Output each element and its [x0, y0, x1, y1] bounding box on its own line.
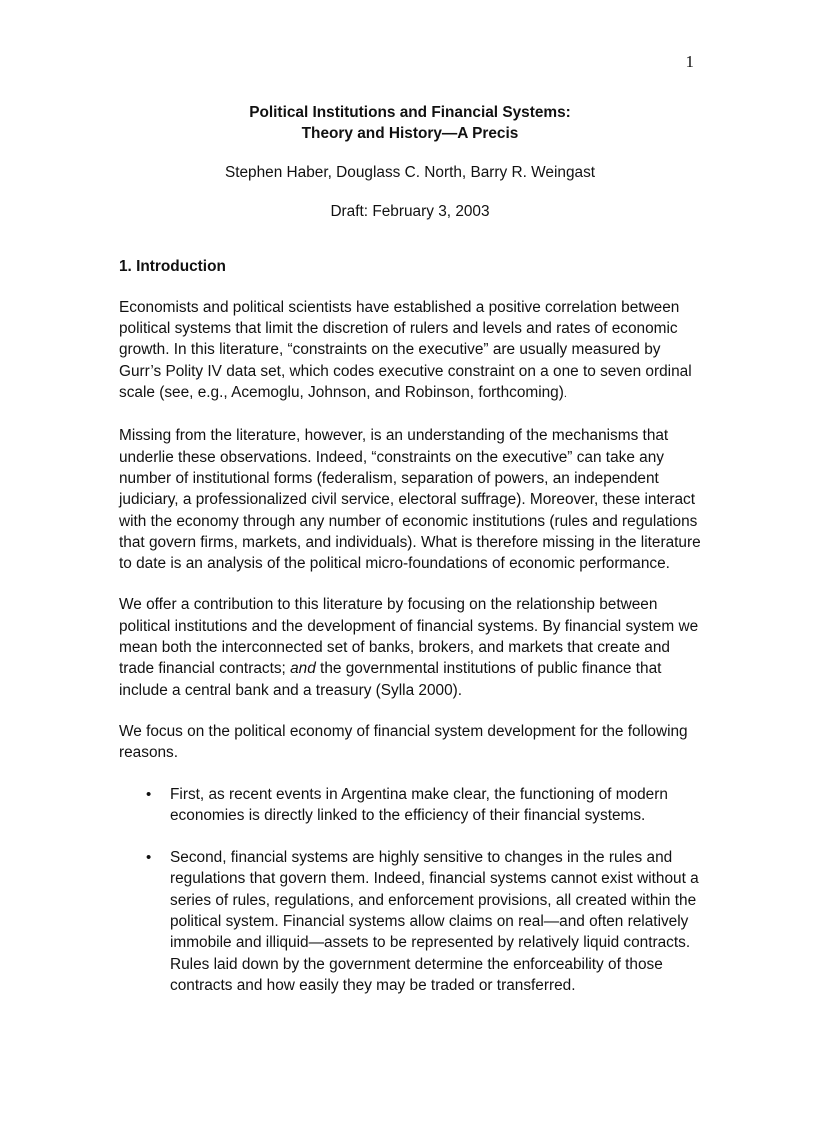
- paragraph-3-after: the governmental institutions of public finance that include a central bank and a treasury (Sylla 2000).: [119, 660, 662, 699]
- document-body: [119, 102, 701, 1017]
- paragraph-3: [119, 594, 701, 700]
- paragraph-1: [119, 297, 701, 405]
- title-line-2: Theory and History—A Precis: [301, 125, 519, 142]
- paragraph-1-end: .: [563, 388, 567, 401]
- paragraph-4: We focus on the political economy of financial system development for the following reasons.: [119, 722, 688, 762]
- paper-title: [119, 102, 701, 144]
- paragraph-2: Missing from the literature, however, is an understanding of the mechanisms that underlie these observations. Indeed, “constraints on the executive” can take any number of institutional forms (federalism, separation of powers, an independent judiciary, a professionalized civil service, electoral suffrage). Moreover, these interact with the economy through any number of economic institutions (rules and regulations that govern firms, markets, and individuals). What is therefore missing in the literature to date is an analysis of the political micro-foundations of economic performance.: [119, 427, 701, 573]
- title-line-1: Political Institutions and Financial Systems:: [249, 104, 571, 121]
- section-heading-introduction: 1. Introduction: [119, 257, 226, 275]
- draft-date: Draft: February 3, 2003: [330, 203, 490, 221]
- authors: Stephen Haber, Douglass C. North, Barry R. Weingast: [224, 164, 596, 181]
- list-item: [119, 847, 701, 996]
- list-item-text: First, as recent events in Argentina make clear, the functioning of modern economies is directly linked to the efficiency of their financial systems.: [170, 785, 668, 824]
- paragraph-1-text: Economists and political scientists have established a positive correlation between political systems that limit the discretion of rulers and levels and rates of economic growth. In this literature, “constraints on the executive” are usually measured by Gurr’s Polity IV data set, which codes executive constraint on a one to seven ordinal scale (see, e.g., Acemoglu, Johnson, and Robinson, forthcoming): [119, 298, 692, 402]
- page-number: 1: [685, 52, 694, 71]
- bullet-icon: •: [146, 849, 152, 867]
- list-item: [119, 784, 701, 827]
- list-item-text: Second, financial systems are highly sensitive to changes in the rules and regulations that govern them. Indeed, financial systems cannot exist without a series of rules, regulations, and enforcement provisions, all created within the political system. Financial systems allow claims on real—and often relatively immobile and illiquid—assets to be represented by relatively liquid contracts. Rules laid down by the government determine the enforceability of those contracts and how easily they may be traded or transferred.: [170, 849, 699, 994]
- paragraph-3-emphasis: and: [290, 660, 316, 678]
- paragraph-3-before: We offer a contribution to this literature by focusing on the relationship between political institutions and the development of financial systems. By financial system we mean both the interconnected set of banks, brokers, and markets that create and trade financial contracts;: [119, 596, 699, 678]
- bullet-icon: •: [146, 785, 152, 803]
- reasons-list: [119, 784, 701, 997]
